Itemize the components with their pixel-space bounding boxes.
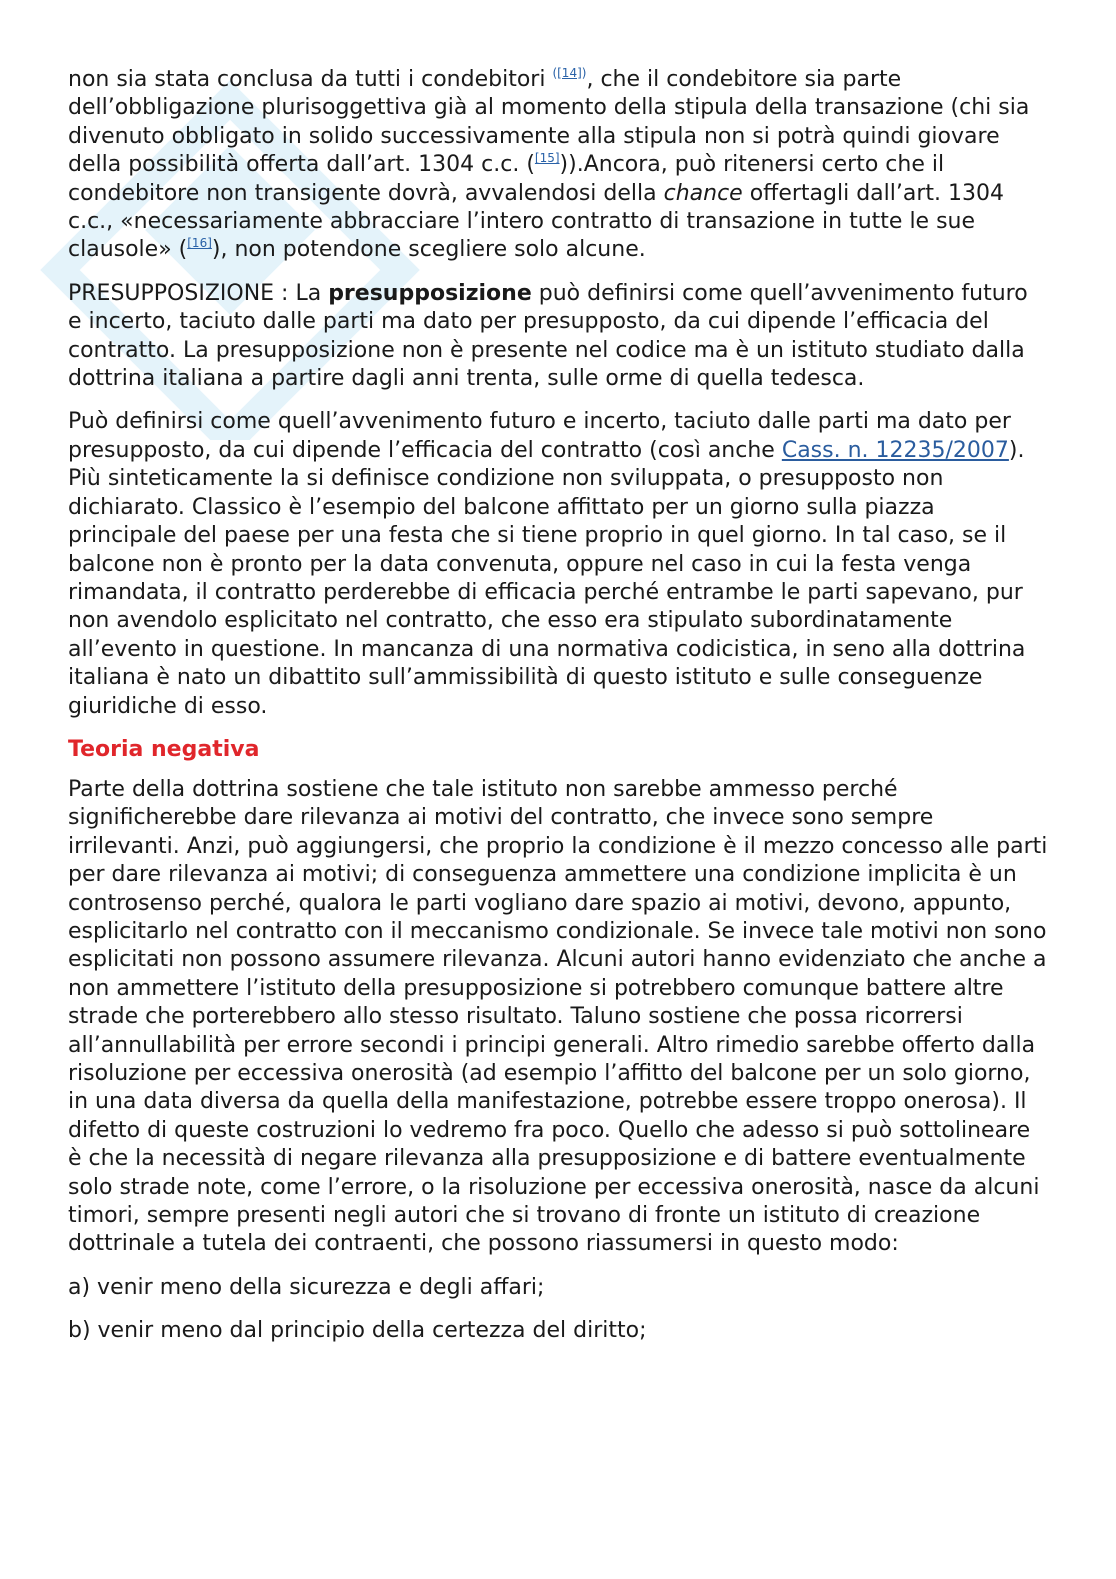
footnote-link-14[interactable]: [14] (557, 66, 582, 80)
list-item: b) venir meno dal principio della certezza del diritto; (68, 1318, 647, 1344)
cassazione-link[interactable]: Cass. n. 12235/2007 (781, 437, 1009, 463)
document-body (68, 66, 1048, 1361)
paragraph-teoria-negativa: Parte della dottrina sostiene che tale istituto non sarebbe ammesso perché significherebbe dare rilevanza ai motivi del contratto, che invece sono sempre irrilevanti. Anzi, può aggiungersi, che proprio la condizione è il mezzo concesso alle parti per dare rilevanza ai motivi; di conseguenza ammettere una condizione implicita è un controsenso perché, qualora le parti vogliano dare spazio ai motivi, devono, appunto, esplicitarlo nel contratto con il meccanismo condizionale. Se invece tale motivi non sono esplicitati non possono assumere rilevanza. Alcuni autori hanno evidenziato che anche a non ammettere l’istituto della presupposizione si potrebbero comunque battere altre strade che porterebbero allo stesso risultato. Taluno sostiene che possa ricorrersi all’annullabilità per errore secondi i principi generali. Altro rimedio sarebbe offerto dalla risoluzione per eccessiva onerosità (ad esempio l’affitto del balcone per un solo giorno, in una data diversa da quella della manifestazione, potrebbe essere troppo onerosa). Il difetto di queste costruzioni lo vedremo fra poco. Quello che adesso si può sottolineare è che la necessità di negare rilevanza alla presupposizione e di battere eventualmente solo strade note, come l’errore, o la risoluzione per eccessiva onerosità, nasce da alcuni timori, sempre presenti negli autori che si trovano di fronte un istituto di creazione dottrinale a tutela dei contraenti, che possono riassumersi in questo modo: (68, 776, 1048, 1257)
paragraph-presupposizione-intro: PRESUPPOSIZIONE : La presupposizione può definirsi come quell’avvenimento futuro e incerto, taciuto dalle parti ma dato per presupposto, da cui dipende l’efficacia del contratto. La presupposizione non è presente nel codice ma è un istituto studiato dalla dottrina italiana a partire dagli anni trenta, sulle orme di quella tedesca. (68, 280, 1028, 392)
list-item: a) venir meno della sicurezza e degli affari; (68, 1274, 545, 1300)
paragraph-presupposizione-definition: Può definirsi come quell’avvenimento futuro e incerto, taciuto dalle parti ma dato per presupposto, da cui dipende l’efficacia del contratto (così anche Cass. n. 12235/2007). Più sinteticamente la si definisce condizione non sviluppata, o presupposto non dichiarato. Classico è l’esempio del balcone affittato per un giorno sulla piazza principale del paese per una festa che si tiene proprio in quel giorno. In tal caso, se il balcone non è pronto per la data convenuta, oppure nel caso in cui la festa venga rimandata, il contratto perderebbe di efficacia perché entrambe le parti sapevano, pur non avendolo esplicitato nel contratto, che esso era stipulato subordinatamente all’evento in questione. In mancanza di una normativa codicistica, in seno alla dottrina italiana è nato un dibattito sull’ammissibilità di questo istituto e sulle conseguenze giuridiche di esso. (68, 409, 1026, 719)
footnote-link-15[interactable]: [15] (534, 151, 560, 166)
paragraph-transazione: non sia stata conclusa da tutti i condebitori $^{([14])}$, che il condebitore sia parte dell’obbligazione plurisoggettiva già al momento della stipula della transazione (chi sia divenuto obbligato in solido successivamente alla stipula non si potrà quindi giovare della possibilità offerta dall’art. 1304 c.c. ([15])).Ancora, può ritenersi certo che il condebitore non transigente dovrà, avvalendosi della chance offertagli dall’art. 1304 c.c., «necessariamente abbracciare l’intero contratto di transazione in tutte le sue clausole» ([16]), non potendone scegliere solo alcune. (68, 66, 1030, 263)
section-heading-teoria-negativa: Teoria negativa (68, 736, 260, 762)
footnote-link-16[interactable]: [16] (187, 236, 212, 251)
